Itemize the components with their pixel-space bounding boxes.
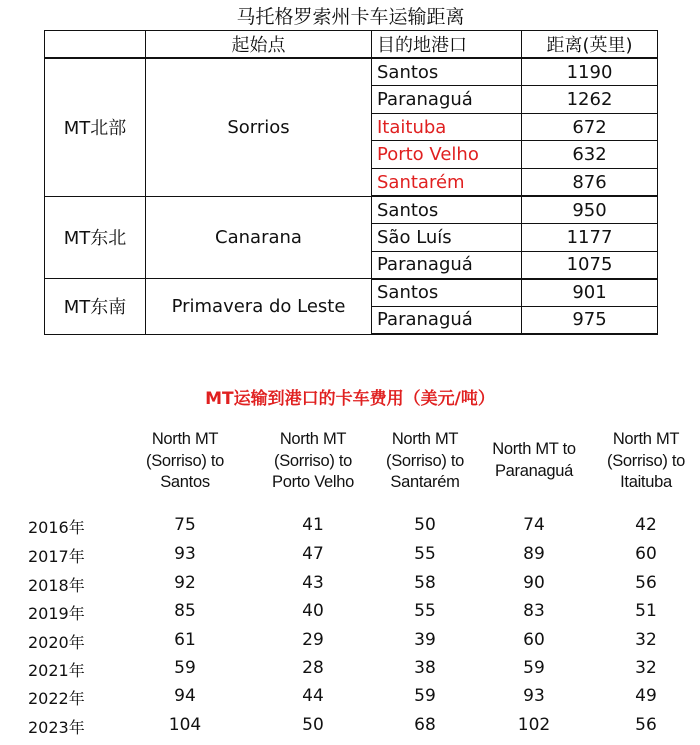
header-port: 目的地港口: [372, 31, 522, 59]
distance-cell: 1190: [522, 58, 658, 86]
cost-cell: 59: [523, 658, 545, 678]
cost-cell: 58: [414, 573, 436, 593]
cost-cell: 42: [635, 515, 657, 535]
cost-cell: 38: [414, 658, 436, 678]
cost-cell: 56: [635, 715, 657, 735]
distance-cell: 632: [522, 141, 658, 169]
port-cell: São Luís: [372, 224, 522, 252]
region-cell: MT东北: [45, 196, 146, 279]
cost-cell: 59: [174, 658, 196, 678]
cost-cell: 89: [523, 544, 545, 564]
cost-cell: 51: [635, 601, 657, 621]
cost-column-header-line: Paranaguá: [494, 461, 574, 480]
cost-column-header-line: North MT: [151, 430, 219, 448]
distance-cell: 1262: [522, 86, 658, 114]
distance-table: [44, 30, 658, 335]
cost-cell: 59: [414, 686, 436, 706]
distance-table-header: [45, 31, 658, 59]
region-cell: MT北部: [45, 58, 146, 196]
cost-column-header-line: (Sorriso) to: [146, 451, 224, 470]
cost-column-header-line: (Sorriso) to: [386, 451, 464, 470]
cost-column-header-line: North MT: [391, 430, 459, 448]
distance-cell: 876: [522, 168, 658, 196]
distance-cell: 672: [522, 113, 658, 141]
port-cell: Paranaguá: [372, 251, 522, 279]
cost-column-header-line: Santarém: [390, 473, 460, 491]
cost-cell: 47: [302, 544, 324, 564]
port-cell: Santos: [372, 196, 522, 224]
port-cell: Santos: [372, 279, 522, 307]
cost-cell: 49: [635, 686, 657, 706]
cost-column-header: [474, 439, 594, 482]
port-cell: Porto Velho: [372, 141, 522, 169]
cost-row-year: 2018年: [28, 576, 85, 595]
cost-cell: 102: [517, 715, 551, 735]
header-region: [45, 31, 146, 59]
cost-cell: 94: [174, 686, 196, 706]
cost-cell: 75: [174, 515, 196, 535]
cost-table-title: MT运输到港口的卡车费用（美元/吨）: [205, 389, 495, 409]
cost-cell: 50: [414, 515, 436, 535]
distance-cell: 1075: [522, 251, 658, 279]
cost-cell: 90: [523, 573, 545, 593]
distance-row: [45, 196, 658, 224]
cost-cell: 61: [174, 630, 196, 650]
cost-cell: 50: [302, 715, 324, 735]
cost-row-year: 2017年: [28, 547, 85, 566]
cost-row-year: 2022年: [28, 689, 85, 708]
cost-cell: 56: [635, 573, 657, 593]
region-cell: MT东南: [45, 279, 146, 334]
cost-cell: 28: [302, 658, 324, 678]
cost-column-header-line: (Sorriso) to: [274, 451, 352, 470]
cost-cell: 43: [302, 573, 324, 593]
cost-cell: 40: [302, 601, 324, 621]
cost-cell: 83: [523, 601, 545, 621]
cost-column-header: [125, 429, 245, 494]
origin-cell: Canarana: [146, 196, 372, 279]
cost-cell: 32: [635, 658, 657, 678]
origin-cell: Sorrios: [146, 58, 372, 196]
cost-cell: 39: [414, 630, 436, 650]
header-distance: 距离(英里): [522, 31, 658, 59]
cost-cell: 44: [302, 686, 324, 706]
cost-cell: 55: [414, 601, 436, 621]
cost-column-header-line: Porto Velho: [271, 473, 354, 491]
distance-table-title: 马托格罗索州卡车运输距离: [236, 6, 465, 28]
cost-column-header-line: North MT: [279, 430, 347, 448]
cost-cell: 74: [523, 515, 545, 535]
cost-cell: 60: [523, 630, 545, 650]
cost-cell: 104: [168, 715, 202, 735]
cost-column-header-line: (Sorriso) to: [607, 451, 685, 470]
port-cell: Paranaguá: [372, 306, 522, 334]
port-cell: Paranaguá: [372, 86, 522, 114]
port-cell: Santarém: [372, 168, 522, 196]
cost-column-header-line: Santos: [160, 473, 210, 491]
cost-cell: 68: [414, 715, 436, 735]
distance-cell: 950: [522, 196, 658, 224]
cost-column-header-line: North MT to: [492, 440, 576, 458]
cost-row-year: 2019年: [28, 604, 85, 623]
cost-cell: 55: [414, 544, 436, 564]
port-cell: Santos: [372, 58, 522, 86]
cost-row-year: 2023年: [28, 718, 85, 737]
cost-cell: 93: [523, 686, 545, 706]
cost-cell: 41: [302, 515, 324, 535]
cost-column-header: [253, 429, 373, 494]
cost-cell: 29: [302, 630, 324, 650]
cost-cell: 60: [635, 544, 657, 564]
cost-row-year: 2016年: [28, 518, 85, 537]
distance-cell: 901: [522, 279, 658, 307]
cost-cell: 93: [174, 544, 196, 564]
distance-cell: 1177: [522, 224, 658, 252]
cost-column-header-line: North MT: [612, 430, 680, 448]
port-cell: Itaituba: [372, 113, 522, 141]
distance-row: [45, 279, 658, 307]
distance-cell: 975: [522, 306, 658, 334]
distance-row: [45, 58, 658, 86]
cost-cell: 32: [635, 630, 657, 650]
cost-cell: 92: [174, 573, 196, 593]
cost-column-header: [365, 429, 485, 494]
cost-column-header: [586, 429, 700, 494]
cost-row-year: 2020年: [28, 633, 85, 652]
cost-cell: 85: [174, 601, 196, 621]
origin-cell: Primavera do Leste: [146, 279, 372, 334]
cost-column-header-line: Itaituba: [620, 473, 672, 491]
cost-row-year: 2021年: [28, 661, 85, 680]
header-origin: 起始点: [146, 31, 372, 59]
